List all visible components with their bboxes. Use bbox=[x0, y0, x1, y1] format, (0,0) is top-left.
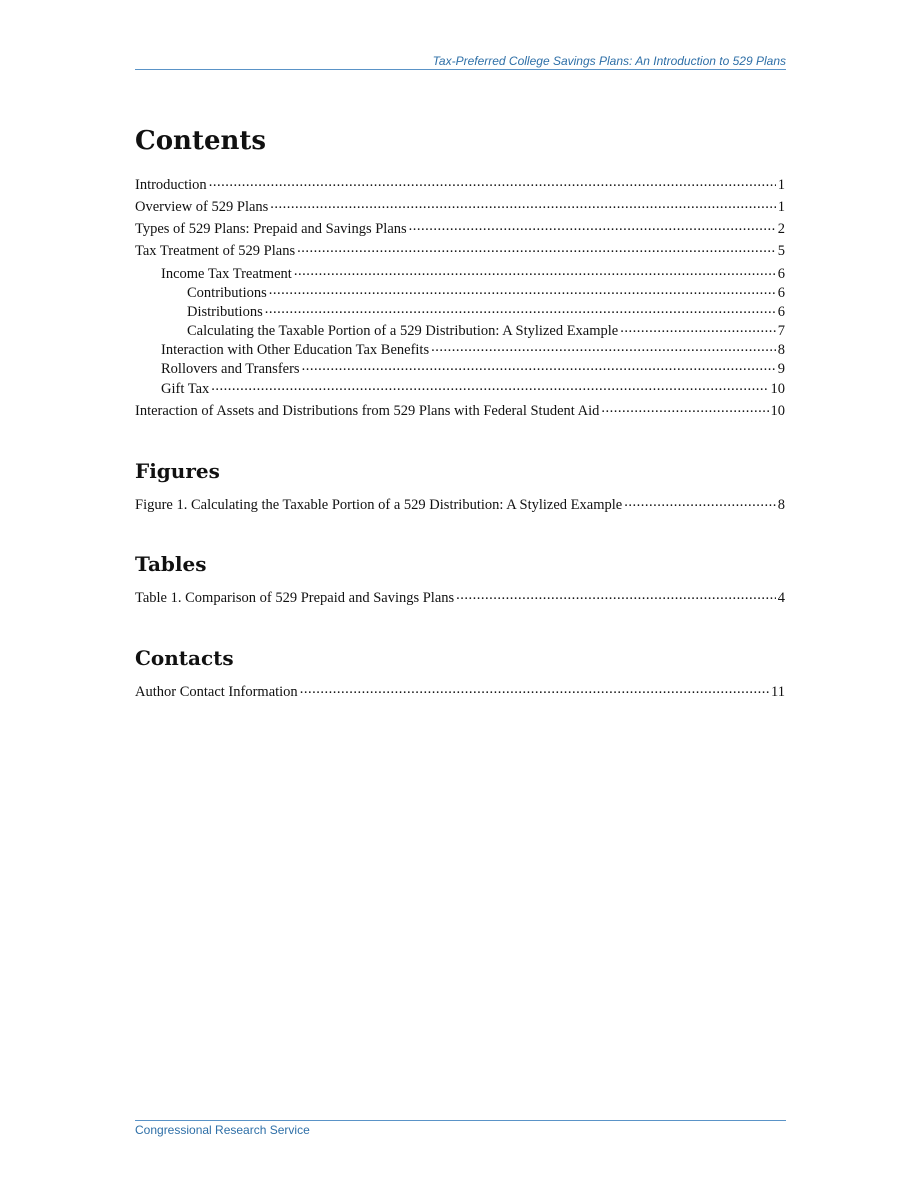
toc-leader bbox=[297, 240, 776, 255]
header-rule bbox=[135, 69, 786, 70]
contents-title: Contents bbox=[135, 126, 267, 156]
toc-entry-page: 4 bbox=[777, 589, 785, 606]
toc-entry-table-1[interactable] bbox=[135, 587, 785, 605]
toc-entry-income-tax-treatment[interactable] bbox=[161, 263, 785, 281]
toc-entry-label: Interaction of Assets and Distributions from 529 Plans with Federal Student Aid bbox=[135, 402, 600, 419]
toc-entry-page: 5 bbox=[777, 242, 785, 259]
toc-entry-label: Overview of 529 Plans bbox=[135, 198, 269, 215]
footer-text: Congressional Research Service bbox=[135, 1123, 310, 1137]
toc-entry-label: Interaction with Other Education Tax Benefits bbox=[161, 341, 430, 358]
toc-entry-page: 2 bbox=[777, 220, 785, 237]
toc-leader bbox=[601, 400, 768, 415]
contacts-title: Contacts bbox=[135, 646, 234, 670]
toc-entry-page: 10 bbox=[770, 380, 785, 397]
toc-entry-gift-tax[interactable] bbox=[161, 378, 785, 396]
toc-entry-label: Tax Treatment of 529 Plans bbox=[135, 242, 296, 259]
toc-entry-page: 1 bbox=[777, 176, 785, 193]
toc-entry-page: 8 bbox=[777, 496, 785, 513]
toc-entry-figure-1[interactable] bbox=[135, 494, 785, 512]
toc-leader bbox=[294, 263, 776, 278]
running-header: Tax-Preferred College Savings Plans: An Introduction to 529 Plans bbox=[432, 54, 786, 68]
toc-entry-page: 11 bbox=[771, 683, 785, 700]
toc-leader bbox=[431, 339, 776, 354]
toc-leader bbox=[624, 494, 776, 509]
toc-leader bbox=[270, 196, 775, 211]
toc-entry-label: Figure 1. Calculating the Taxable Portion of a 529 Distribution: A Stylized Example bbox=[135, 496, 623, 513]
toc-entry-label: Types of 529 Plans: Prepaid and Savings Plans bbox=[135, 220, 407, 237]
toc-entry-page: 9 bbox=[777, 360, 785, 377]
toc-entry-label: Gift Tax bbox=[161, 380, 210, 397]
toc-entry-page: 8 bbox=[777, 341, 785, 358]
figures-title: Figures bbox=[135, 459, 220, 483]
toc-entry-overview[interactable] bbox=[135, 196, 785, 214]
toc-entry-label: Distributions bbox=[187, 303, 263, 320]
toc-entry-label: Calculating the Taxable Portion of a 529 Distribution: A Stylized Example bbox=[187, 322, 619, 339]
toc-leader bbox=[456, 587, 776, 602]
toc-entry-page: 10 bbox=[770, 402, 785, 419]
footer-rule bbox=[135, 1120, 786, 1121]
toc-entry-tax-treatment[interactable] bbox=[135, 240, 785, 258]
toc-entry-label: Contributions bbox=[187, 284, 267, 301]
toc-entry-label: Table 1. Comparison of 529 Prepaid and Savings Plans bbox=[135, 589, 455, 606]
toc-leader bbox=[209, 174, 776, 189]
toc-entry-types[interactable] bbox=[135, 218, 785, 236]
toc-entry-introduction[interactable] bbox=[135, 174, 785, 192]
toc-entry-label: Author Contact Information bbox=[135, 683, 298, 700]
toc-entry-page: 6 bbox=[777, 265, 785, 282]
toc-entry-label: Income Tax Treatment bbox=[161, 265, 292, 282]
toc-leader bbox=[409, 218, 776, 233]
toc-leader bbox=[302, 358, 776, 373]
toc-entry-distributions[interactable] bbox=[187, 301, 785, 319]
toc-entry-label: Introduction bbox=[135, 176, 207, 193]
toc-entry-label: Rollovers and Transfers bbox=[161, 360, 300, 377]
toc-leader bbox=[211, 378, 768, 393]
toc-entry-contributions[interactable] bbox=[187, 282, 785, 300]
toc-entry-page: 6 bbox=[777, 284, 785, 301]
toc-entry-federal-student-aid[interactable] bbox=[135, 400, 785, 418]
toc-leader bbox=[269, 282, 776, 297]
toc-entry-author-contact[interactable] bbox=[135, 681, 785, 699]
toc-entry-page: 7 bbox=[777, 322, 785, 339]
toc-leader bbox=[265, 301, 776, 316]
toc-entry-page: 6 bbox=[777, 303, 785, 320]
tables-title: Tables bbox=[135, 552, 207, 576]
toc-leader bbox=[300, 681, 769, 696]
toc-leader bbox=[620, 320, 776, 335]
toc-entry-interaction-education-benefits[interactable] bbox=[161, 339, 785, 357]
toc-entry-rollovers-transfers[interactable] bbox=[161, 358, 785, 376]
toc-entry-page: 1 bbox=[777, 198, 785, 215]
toc-entry-calculating-taxable-portion[interactable] bbox=[187, 320, 785, 338]
